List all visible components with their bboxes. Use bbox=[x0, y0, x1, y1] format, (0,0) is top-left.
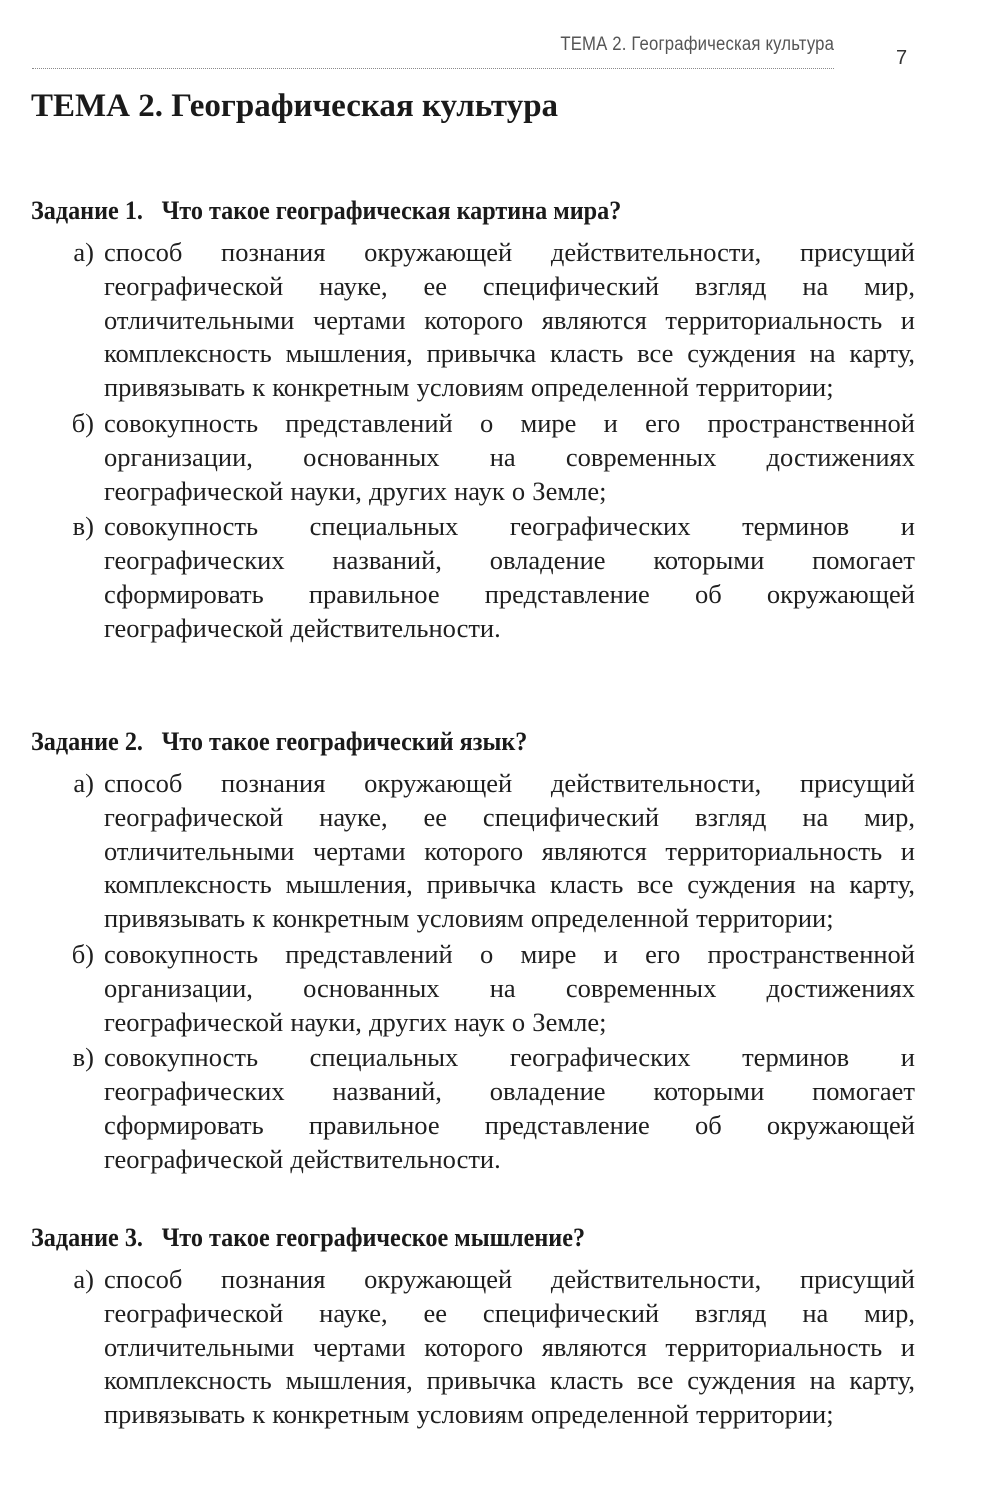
task-3 bbox=[31, 1221, 915, 1434]
option-text: совокупность представлений о мире и его пространственной организации, основанных на современных достижениях географической науки, других наук о Земле; bbox=[104, 407, 915, 506]
option-text: способ познания окружающей действительности, присущий географической науке, ее специфический взгляд на мир, отличительными чертами которого являются территориальность и комплексность мышления, привычка класть все суждения на карту, привязывать к конкретным условиям определенной территории; bbox=[104, 768, 915, 934]
option-letter: а) bbox=[73, 1264, 94, 1294]
answer-option bbox=[31, 767, 915, 936]
answer-option bbox=[31, 236, 915, 405]
task-label: Задание 2. bbox=[31, 727, 143, 756]
page-number: 7 bbox=[896, 47, 908, 69]
option-text: совокупность представлений о мире и его пространственной организации, основанных на современных достижениях географической науки, других наук о Земле; bbox=[104, 938, 915, 1037]
answer-option bbox=[31, 407, 915, 508]
option-letter: б) bbox=[71, 407, 94, 438]
answer-option bbox=[31, 1263, 915, 1432]
task-question: Что такое географическая картина мира? bbox=[161, 196, 622, 225]
task-heading bbox=[31, 1221, 853, 1255]
option-letter: в) bbox=[72, 511, 94, 542]
answer-options bbox=[31, 236, 915, 646]
option-letter: в) bbox=[72, 1042, 94, 1073]
answer-options bbox=[31, 767, 915, 1177]
task-heading bbox=[31, 194, 853, 228]
task-label: Задание 3. bbox=[31, 1223, 143, 1252]
answer-option bbox=[31, 510, 915, 645]
option-letter: б) bbox=[71, 938, 94, 969]
option-text: совокупность специальных географических терминов и географических названий, овладение которыми помогает сформировать правильное представление об окружающей географической действительности. bbox=[104, 511, 915, 643]
task-heading bbox=[31, 725, 853, 759]
option-letter: а) bbox=[73, 237, 94, 267]
answer-option bbox=[31, 938, 915, 1039]
answer-options bbox=[31, 1263, 915, 1432]
option-text: способ познания окружающей действительности, присущий географической науке, ее специфический взгляд на мир, отличительными чертами которого являются территориальность и комплексность мышления, привычка класть все суждения на карту, привязывать к конкретным условиям определенной территории; bbox=[104, 237, 915, 403]
task-question: Что такое географическое мышление? bbox=[161, 1223, 586, 1252]
running-header-title: ТЕМА 2. Географическая культура bbox=[560, 34, 834, 55]
task-label: Задание 1. bbox=[31, 196, 143, 225]
option-letter: а) bbox=[73, 768, 94, 798]
task-question: Что такое географический язык? bbox=[161, 727, 528, 756]
running-header bbox=[32, 32, 834, 69]
task-2 bbox=[31, 725, 915, 1179]
page-title: ТЕМА 2. Географическая культура bbox=[31, 88, 559, 124]
option-text: совокупность специальных географических терминов и географических названий, овладение которыми помогает сформировать правильное представление об окружающей географической действительности. bbox=[104, 1042, 915, 1174]
option-text: способ познания окружающей действительности, присущий географической науке, ее специфический взгляд на мир, отличительными чертами которого являются территориальность и комплексность мышления, привычка класть все суждения на карту, привязывать к конкретным условиям определенной территории; bbox=[104, 1264, 915, 1430]
answer-option bbox=[31, 1041, 915, 1176]
task-1 bbox=[31, 194, 915, 648]
